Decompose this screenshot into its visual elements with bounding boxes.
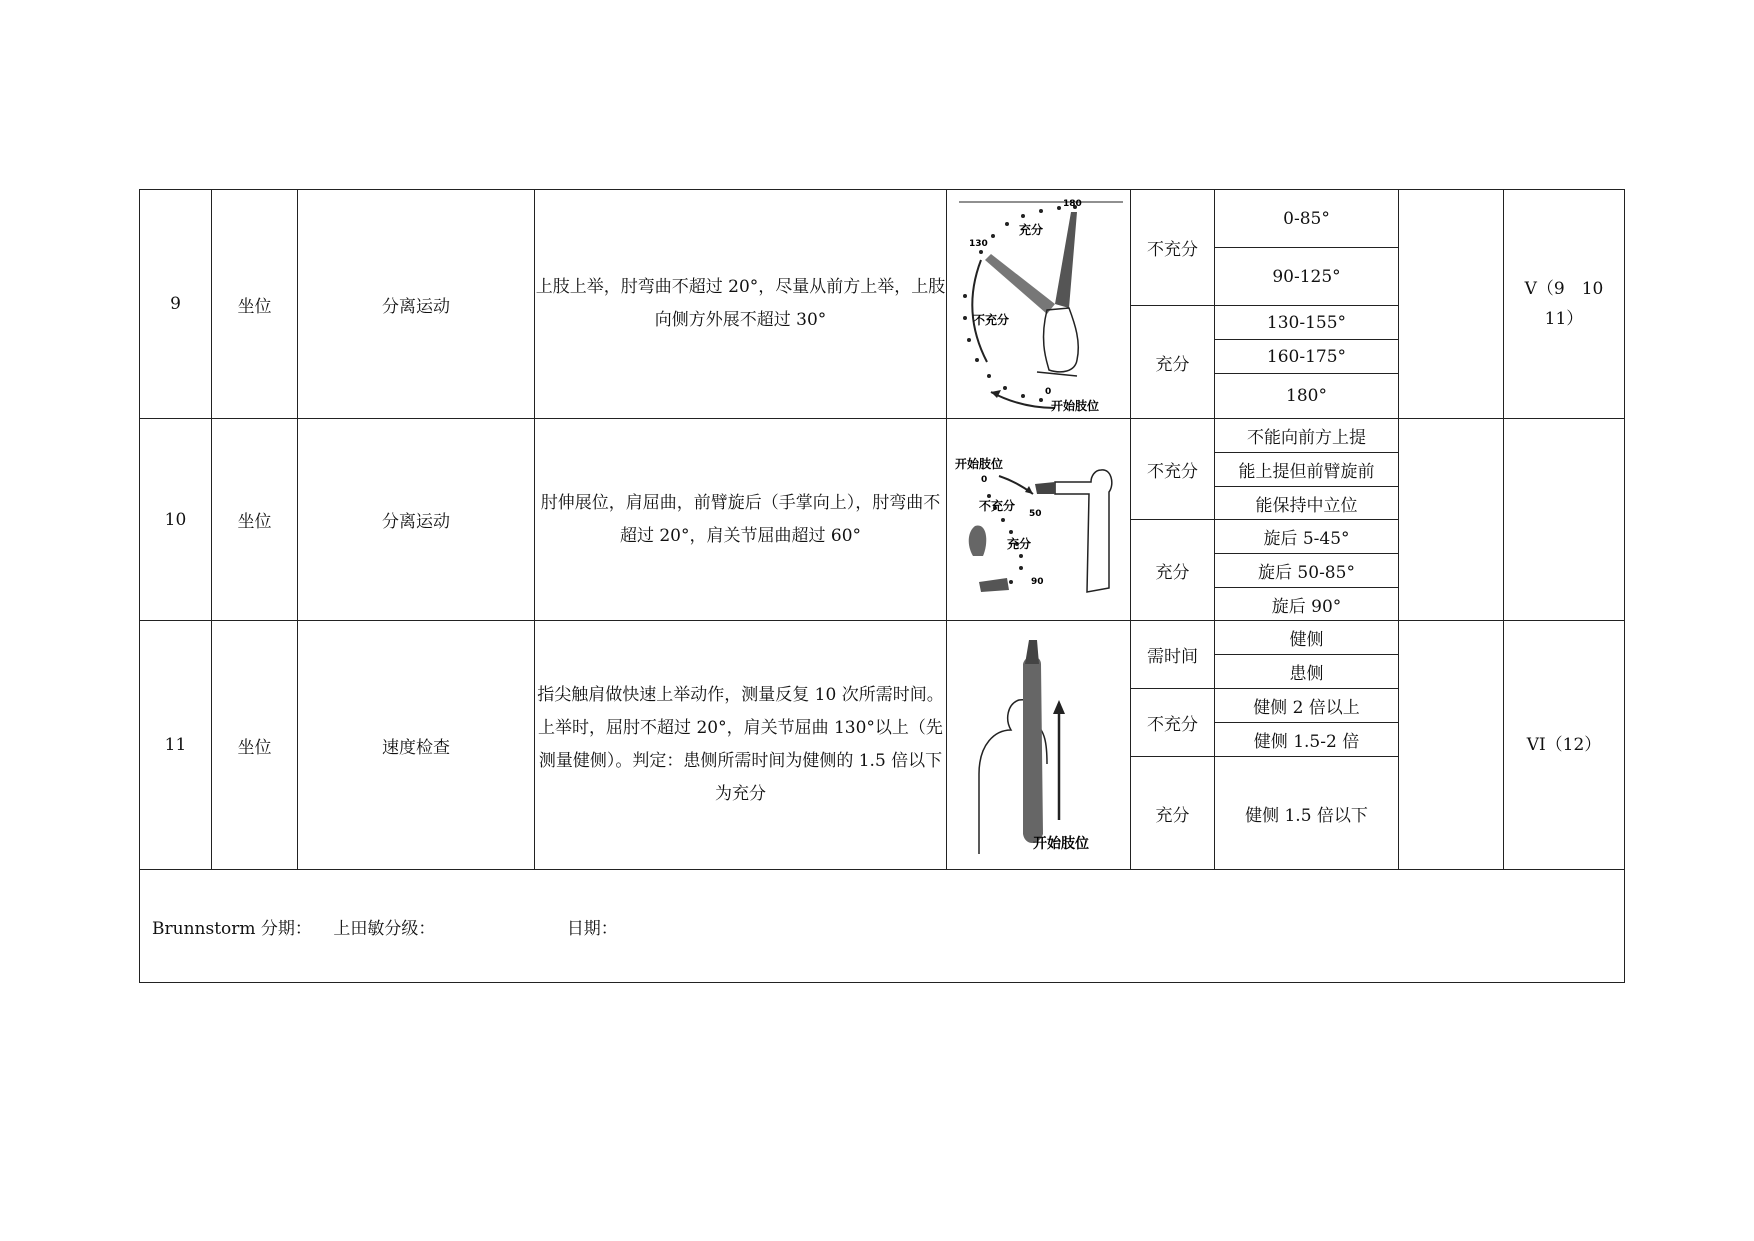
fig-label-start: 开始肢位 bbox=[1050, 399, 1099, 413]
description-cell: 指尖触肩做快速上举动作，测量反复 10 次所需时间。上举时，屈肘不超过 20°，肩关节屈曲 130°以上（先测量健侧）。判定：患侧所需时间为健侧的 1.5 倍以下为充分 bbox=[535, 621, 947, 870]
uchida-grade-label: 上田敏分级： bbox=[333, 918, 436, 939]
group-label: 不充分 bbox=[1131, 689, 1215, 757]
fig-label-0: 0 bbox=[1044, 387, 1051, 397]
assessment-table-frame bbox=[139, 189, 1624, 982]
criterion-cell: 160-175° bbox=[1215, 340, 1399, 374]
fig-label-180: 180 bbox=[1062, 199, 1082, 209]
figure-cell bbox=[947, 621, 1131, 870]
item-name-cell: 速度检查 bbox=[298, 621, 535, 870]
group-label: 不充分 bbox=[1131, 190, 1215, 306]
forearm-supination-figure-icon bbox=[951, 422, 1127, 618]
score-cell[interactable] bbox=[1399, 621, 1504, 870]
criterion-cell: 健侧 1.5 倍以下 bbox=[1215, 757, 1399, 870]
grade-cell bbox=[1504, 419, 1625, 621]
criterion-cell: 0-85° bbox=[1215, 190, 1399, 248]
fig-label-full: 充分 bbox=[1018, 223, 1043, 237]
score-cell[interactable] bbox=[1399, 190, 1504, 419]
item-number: 11 bbox=[140, 621, 212, 870]
criterion-cell: 旋后 5-45° bbox=[1215, 520, 1399, 554]
fig-label-90: 90 bbox=[1030, 576, 1044, 587]
grade-cell: VI（12） bbox=[1504, 621, 1625, 870]
criterion-cell: 患侧 bbox=[1215, 655, 1399, 689]
fig-label-start: 开始肢位 bbox=[954, 456, 1003, 471]
criterion-cell: 90-125° bbox=[1215, 248, 1399, 306]
group-label: 充分 bbox=[1131, 757, 1215, 870]
fig-label-partial: 不充分 bbox=[978, 498, 1015, 513]
fig-label-0: 0 bbox=[980, 474, 987, 485]
position-cell: 坐位 bbox=[212, 190, 298, 419]
description-cell: 肘伸展位，肩屈曲，前臂旋后（手掌向上），肘弯曲不超过 20°，肩关节屈曲超过 60° bbox=[535, 419, 947, 621]
score-cell[interactable] bbox=[1399, 419, 1504, 621]
grade-line: V（9 10 bbox=[1524, 279, 1604, 299]
group-label: 不充分 bbox=[1131, 419, 1215, 520]
group-label: 充分 bbox=[1131, 306, 1215, 419]
position-cell: 坐位 bbox=[212, 621, 298, 870]
description-cell: 上肢上举，肘弯曲不超过 20°，尽量从前方上举，上肢向侧方外展不超过 30° bbox=[535, 190, 947, 419]
grade-cell bbox=[1504, 190, 1625, 419]
footer-row bbox=[140, 870, 1625, 983]
criterion-cell: 健侧 1.5-2 倍 bbox=[1215, 723, 1399, 757]
group-label: 充分 bbox=[1131, 520, 1215, 621]
figure-cell bbox=[947, 190, 1131, 419]
criterion-cell: 130-155° bbox=[1215, 306, 1399, 340]
brunnstorm-stage-label: Brunnstorm 分期： bbox=[152, 918, 312, 939]
item-name-cell: 分离运动 bbox=[298, 419, 535, 621]
criterion-cell: 能上提但前臂旋前 bbox=[1215, 453, 1399, 487]
speed-test-raise-figure-icon bbox=[951, 634, 1127, 856]
item-name-cell: 分离运动 bbox=[298, 190, 535, 419]
fig-label-full: 充分 bbox=[1006, 536, 1031, 551]
arm-raise-arc-figure-icon bbox=[951, 192, 1127, 416]
table-row-10 bbox=[140, 419, 1625, 453]
group-label: 需时间 bbox=[1131, 621, 1215, 689]
fig-label-partial: 不充分 bbox=[972, 313, 1009, 327]
criterion-cell: 不能向前方上提 bbox=[1215, 419, 1399, 453]
table-row-9 bbox=[140, 190, 1625, 248]
fig-label-start: 开始肢位 bbox=[1032, 836, 1089, 852]
item-number: 9 bbox=[140, 190, 212, 419]
criterion-cell: 健侧 2 倍以上 bbox=[1215, 689, 1399, 723]
footer-cell bbox=[140, 870, 1625, 983]
position-cell: 坐位 bbox=[212, 419, 298, 621]
figure-cell bbox=[947, 419, 1131, 621]
grade-line: 11） bbox=[1544, 309, 1584, 329]
assessment-table bbox=[139, 189, 1625, 983]
criterion-cell: 旋后 50-85° bbox=[1215, 554, 1399, 588]
item-number: 10 bbox=[140, 419, 212, 621]
criterion-cell: 健侧 bbox=[1215, 621, 1399, 655]
fig-label-130: 130 bbox=[968, 239, 988, 249]
criterion-cell: 旋后 90° bbox=[1215, 588, 1399, 621]
criterion-cell: 180° bbox=[1215, 374, 1399, 419]
fig-label-50: 50 bbox=[1028, 508, 1042, 519]
date-label: 日期： bbox=[566, 918, 618, 939]
criterion-cell: 能保持中立位 bbox=[1215, 487, 1399, 520]
table-row-11 bbox=[140, 621, 1625, 655]
